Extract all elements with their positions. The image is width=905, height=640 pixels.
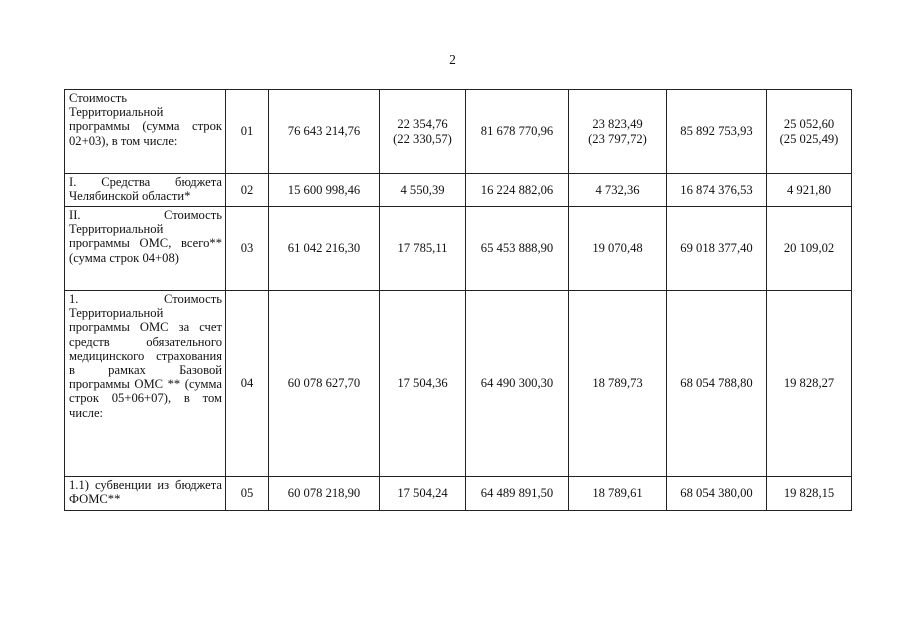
cell-value: 68 054 788,80: [667, 291, 767, 477]
table-row: [65, 291, 852, 477]
cell-value: 17 504,36: [380, 291, 466, 477]
cell-main-value: 22 354,76: [397, 117, 448, 132]
cell-value: 85 892 753,93: [667, 90, 767, 174]
cell-value: 81 678 770,96: [466, 90, 569, 174]
cell-value: 17 504,24: [380, 477, 466, 511]
table-row: [65, 90, 852, 174]
row-label: Стоимость Территориальной программы (сумма строк 02+03), в том числе:: [65, 90, 226, 174]
cell-value: 19 828,15: [767, 477, 852, 511]
cell-value: 16 874 376,53: [667, 174, 767, 207]
cell-value: 4 550,39: [380, 174, 466, 207]
row-code: 05: [226, 477, 269, 511]
cell-main-value: 25 052,60: [783, 117, 835, 132]
cell-value: 68 054 380,00: [667, 477, 767, 511]
cell-value: 20 109,02: [767, 207, 852, 291]
cell-sub-value: (22 330,57): [393, 131, 452, 146]
cell-value: 64 490 300,30: [466, 291, 569, 477]
cell-value: 60 078 218,90: [269, 477, 380, 511]
row-code: 01: [226, 90, 269, 174]
cell-value: 17 785,11: [380, 207, 466, 291]
cell-value: [767, 90, 852, 174]
cell-value: 19 070,48: [569, 207, 667, 291]
cell-value: 4 921,80: [767, 174, 852, 207]
row-code: 02: [226, 174, 269, 207]
cell-value: [380, 90, 466, 174]
cell-value: 16 224 882,06: [466, 174, 569, 207]
row-label: 1. Стоимость Территориальной программы ОМС за счет средств обязательного медицинского страхования в рамках Базовой программы ОМС ** (сумма строк 05+06+07), в том числе:: [65, 291, 226, 477]
page-number: 2: [449, 52, 456, 67]
cell-sub-value: (25 025,49): [779, 131, 839, 146]
table-row: [65, 207, 852, 291]
row-label: 1.1) субвенции из бюджета ФОМС**: [65, 477, 226, 511]
cell-value: 69 018 377,40: [667, 207, 767, 291]
cell-value: 4 732,36: [569, 174, 667, 207]
cell-value: 76 643 214,76: [269, 90, 380, 174]
row-label: II. Стоимость Территориальной программы ОМС, всего** (сумма строк 04+08): [65, 207, 226, 291]
cell-value: 18 789,61: [569, 477, 667, 511]
row-code: 03: [226, 207, 269, 291]
cell-value: 18 789,73: [569, 291, 667, 477]
cell-value: [569, 90, 667, 174]
row-label: I. Средства бюджета Челябинской области*: [65, 174, 226, 207]
cell-value: 60 078 627,70: [269, 291, 380, 477]
row-code: 04: [226, 291, 269, 477]
cell-main-value: 23 823,49: [592, 117, 643, 132]
cell-value: 19 828,27: [767, 291, 852, 477]
cell-value: 15 600 998,46: [269, 174, 380, 207]
cell-value: 65 453 888,90: [466, 207, 569, 291]
table-row: [65, 477, 852, 511]
budget-table: [64, 89, 852, 511]
cell-sub-value: (23 797,72): [588, 131, 647, 146]
table-row: [65, 174, 852, 207]
cell-value: 61 042 216,30: [269, 207, 380, 291]
cell-value: 64 489 891,50: [466, 477, 569, 511]
